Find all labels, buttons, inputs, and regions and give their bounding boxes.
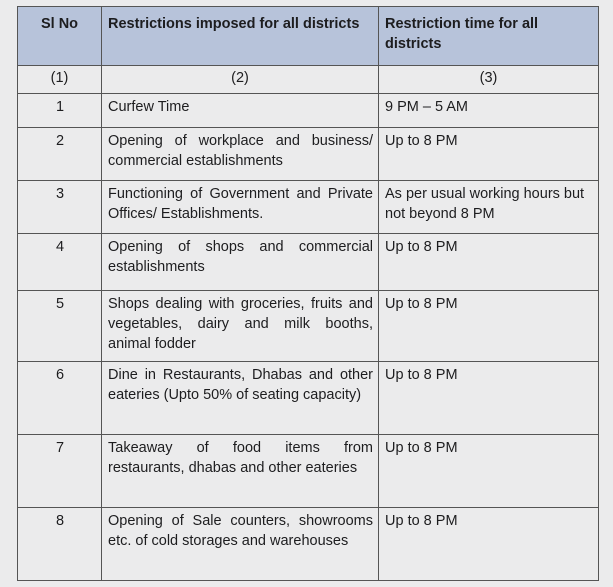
table-row bbox=[18, 291, 599, 362]
row-restriction: Functioning of Government and Private Offices/ Establishments. bbox=[102, 181, 379, 234]
row-time: Up to 8 PM bbox=[379, 291, 599, 362]
table-row bbox=[18, 181, 599, 234]
header-restriction-time: Restriction time for all districts bbox=[379, 7, 599, 66]
table-row bbox=[18, 435, 599, 508]
row-sl-no: 8 bbox=[18, 508, 102, 581]
row-sl-no: 4 bbox=[18, 234, 102, 291]
row-time: Up to 8 PM bbox=[379, 435, 599, 508]
row-time: As per usual working hours but not beyond 8 PM bbox=[379, 181, 599, 234]
row-sl-no: 6 bbox=[18, 362, 102, 435]
table-row bbox=[18, 234, 599, 291]
row-sl-no: 3 bbox=[18, 181, 102, 234]
table-row bbox=[18, 508, 599, 581]
row-restriction: Dine in Restaurants, Dhabas and other eateries (Upto 50% of seating capacity) bbox=[102, 362, 379, 435]
row-time: Up to 8 PM bbox=[379, 362, 599, 435]
row-restriction: Opening of workplace and business/ commercial establishments bbox=[102, 128, 379, 181]
row-restriction: Curfew Time bbox=[102, 94, 379, 128]
column-number: (1) bbox=[18, 66, 102, 94]
restrictions-table bbox=[17, 6, 599, 581]
table-row bbox=[18, 128, 599, 181]
row-sl-no: 7 bbox=[18, 435, 102, 508]
column-number-row bbox=[18, 66, 599, 94]
row-restriction: Opening of shops and commercial establishments bbox=[102, 234, 379, 291]
column-number: (3) bbox=[379, 66, 599, 94]
row-time: Up to 8 PM bbox=[379, 508, 599, 581]
row-sl-no: 2 bbox=[18, 128, 102, 181]
header-restrictions: Restrictions imposed for all districts bbox=[102, 7, 379, 66]
header-sl-no: Sl No bbox=[18, 7, 102, 66]
row-sl-no: 1 bbox=[18, 94, 102, 128]
row-time: 9 PM – 5 AM bbox=[379, 94, 599, 128]
row-restriction: Opening of Sale counters, showrooms etc. of cold storages and warehouses bbox=[102, 508, 379, 581]
table-row bbox=[18, 362, 599, 435]
row-restriction: Shops dealing with groceries, fruits and vegetables, dairy and milk booths, animal fodder bbox=[102, 291, 379, 362]
row-sl-no: 5 bbox=[18, 291, 102, 362]
table-row bbox=[18, 94, 599, 128]
header-row bbox=[18, 7, 599, 66]
column-number: (2) bbox=[102, 66, 379, 94]
row-time: Up to 8 PM bbox=[379, 234, 599, 291]
row-restriction: Takeaway of food items from restaurants, dhabas and other eateries bbox=[102, 435, 379, 508]
row-time: Up to 8 PM bbox=[379, 128, 599, 181]
